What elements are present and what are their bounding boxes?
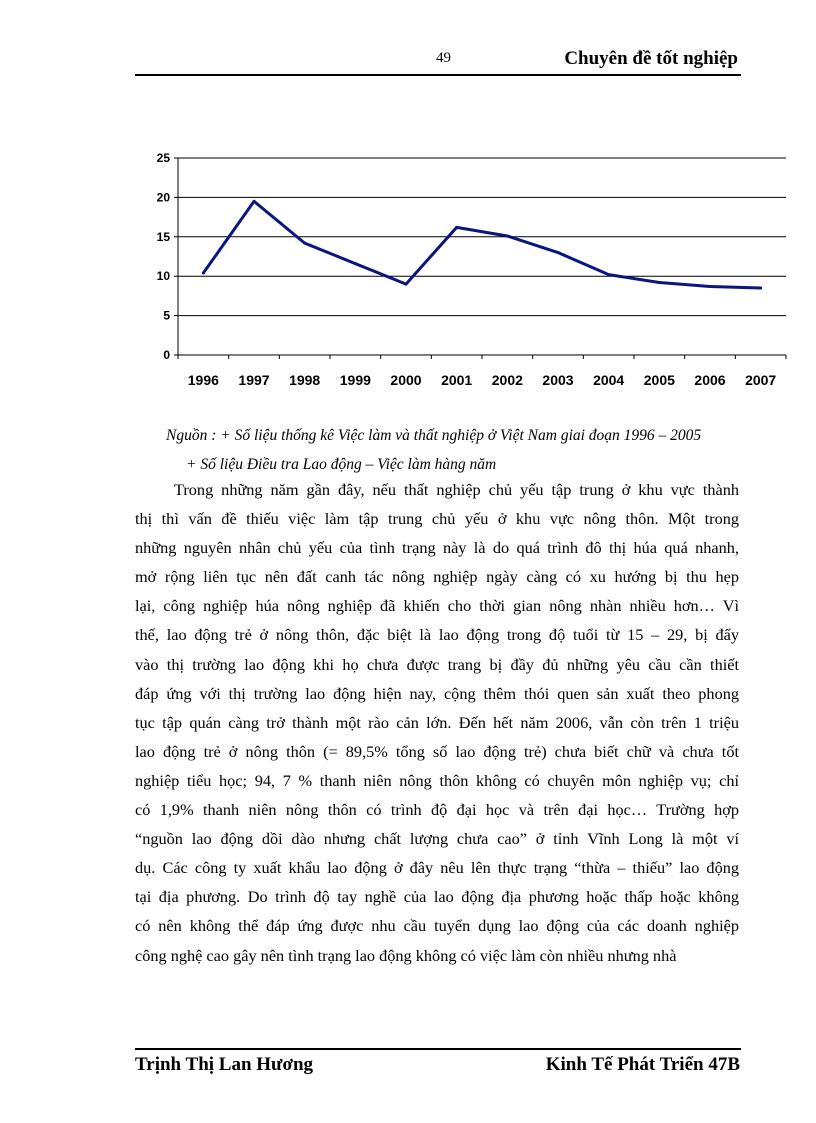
paragraph-line: có 1,9% thanh niên nông thôn có trình độ đại học và trên đại học… Trường hợp bbox=[135, 800, 739, 820]
x-tick-label: 2007 bbox=[745, 372, 777, 388]
y-tick-label: 0 bbox=[163, 348, 170, 362]
source-line-1: Nguồn : + Số liệu thống kê Việc làm và thất nghiệp ở Việt Nam giai đoạn 1996 – 2005 bbox=[166, 427, 702, 444]
source-note bbox=[166, 421, 701, 479]
paragraph-line: mở rộng liên tục nên đất canh tác nông nghiệp ngày càng có xu hướng bị thu hẹp bbox=[135, 567, 739, 587]
source-line-2: + Số liệu Điều tra Lao động – Việc làm hàng năm bbox=[186, 456, 497, 473]
data-point bbox=[658, 281, 661, 284]
y-tick-label: 15 bbox=[156, 229, 170, 244]
x-tick-label: 1996 bbox=[187, 372, 219, 388]
y-tick-label: 5 bbox=[163, 308, 170, 323]
paragraph-line: tục tập quán càng trở thành một rào cản lớn. Đến hết năm 2006, vẫn còn trên 1 triệu bbox=[135, 712, 739, 732]
paragraph-line: lao động trẻ ở nông thôn (= 89,5% tổng số lao động trẻ) chưa biết chữ và chưa tốt bbox=[135, 741, 739, 761]
x-tick-label: 2005 bbox=[643, 372, 675, 388]
paragraph-line: Trong những năm gần đây, nếu thất nghiệp chủ yếu tập trung ở khu vực thành bbox=[174, 480, 739, 499]
body-paragraph bbox=[135, 475, 739, 970]
data-point bbox=[709, 285, 712, 288]
data-point bbox=[759, 287, 762, 290]
page-number: 49 bbox=[436, 50, 451, 66]
paragraph-line: nghiệp tiểu học; 94, 7 % thanh niên nông thôn không có chuyên môn nghiệp vụ; chỉ bbox=[135, 770, 739, 790]
data-point bbox=[506, 235, 509, 238]
line-chart bbox=[140, 148, 790, 398]
page-header bbox=[135, 48, 740, 74]
x-tick-label: 1997 bbox=[238, 372, 270, 388]
x-tick-label: 1998 bbox=[289, 372, 321, 388]
footer-author: Trịnh Thị Lan Hương bbox=[135, 1054, 314, 1075]
data-point bbox=[202, 272, 205, 275]
footer-rule bbox=[135, 1048, 741, 1050]
series-line bbox=[203, 201, 760, 288]
paragraph-line: tại địa phương. Do trình độ tay nghề của lao động địa phương hoặc thấp hoặc không bbox=[135, 887, 739, 907]
x-tick-label: 2000 bbox=[390, 372, 422, 388]
x-tick-label: 2006 bbox=[694, 372, 726, 388]
y-tick-label: 25 bbox=[156, 151, 170, 165]
y-tick-label: 20 bbox=[156, 190, 170, 205]
chart-svg bbox=[140, 148, 790, 398]
paragraph-line: có nên không thể đáp ứng được nhu cầu tuyển dụng lao động của các doanh nghiệp bbox=[135, 916, 739, 936]
x-tick-label: 2004 bbox=[593, 372, 625, 388]
paragraph-line: thế, lao động trẻ ở nông thôn, đặc biệt là lao động trong độ tuổi từ 15 – 29, bị đẩy bbox=[135, 625, 739, 645]
paragraph-line: “nguồn lao động dồi dào nhưng chất lượng chưa cao” ở tỉnh Vĩnh Long là một ví bbox=[135, 829, 739, 849]
data-point bbox=[303, 242, 306, 245]
paragraph-line: thị thì vấn đề thiếu việc làm tập trung chủ yếu ở khu vực nông thôn. Một trong bbox=[135, 509, 739, 529]
x-tick-label: 2002 bbox=[491, 372, 523, 388]
paragraph-line: vào thị trường lao động khi họ chưa được trang bị đầy đủ những yêu cầu cần thiết bbox=[135, 654, 739, 674]
x-tick-label: 1999 bbox=[339, 372, 371, 388]
footer-class: Kinh Tế Phát Triển 47B bbox=[545, 1054, 740, 1075]
paragraph-line: những nguyên nhân chủ yếu của tình trạng này là do quá trình đô thị húa quá nhanh, bbox=[135, 538, 739, 558]
y-tick-label: 10 bbox=[156, 269, 170, 284]
header-title: Chuyên đề tốt nghiệp bbox=[564, 48, 738, 69]
paragraph-line: công nghệ cao gây nên tình trạng lao động không có việc làm còn nhiều nhưng nhà bbox=[135, 945, 677, 965]
data-point bbox=[607, 273, 610, 276]
paragraph-line: lại, công nghiệp húa nông nghiệp đã khiến cho thời gian nông nhàn nhiều hơn… Vì bbox=[135, 596, 739, 616]
data-point bbox=[405, 283, 408, 286]
header-rule bbox=[135, 74, 741, 76]
paragraph-line: dụ. Các công ty xuất khẩu lao động ở đây nêu lên thực trạng “thừa – thiếu” lao động bbox=[135, 858, 739, 878]
paragraph-line: đáp ứng với thị trường lao động hiện nay, cộng thêm thói quen sản xuất theo phong bbox=[135, 683, 739, 703]
x-tick-label: 2003 bbox=[542, 372, 574, 388]
data-point bbox=[557, 251, 560, 254]
data-point bbox=[253, 200, 256, 203]
data-point bbox=[354, 262, 357, 265]
x-tick-label: 2001 bbox=[441, 372, 473, 388]
data-point bbox=[455, 226, 458, 229]
